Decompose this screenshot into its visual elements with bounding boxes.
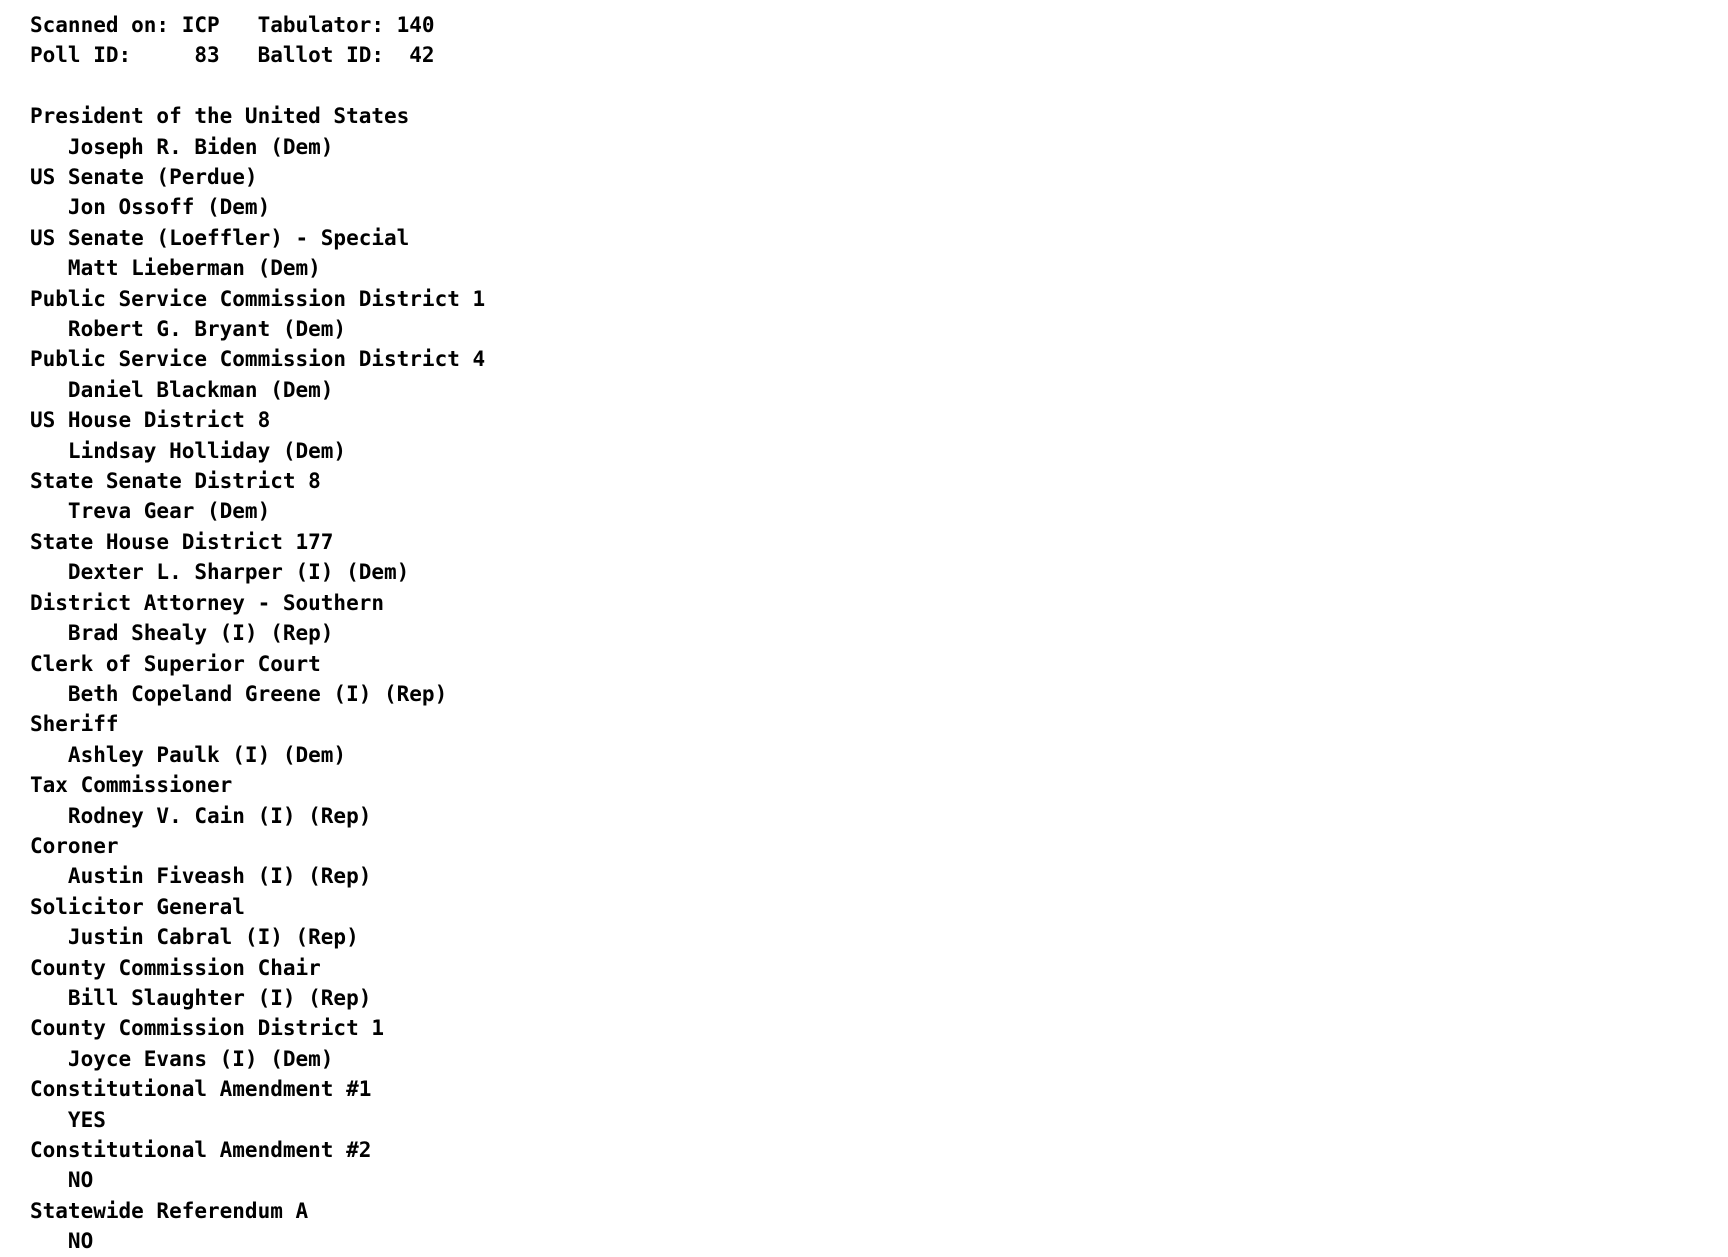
contest-title: District Attorney - Southern (30, 590, 385, 615)
contest-choice: Robert G. Bryant (Dem) (30, 317, 347, 342)
contest-choice: Daniel Blackman (Dem) (30, 377, 334, 402)
scan-header (30, 10, 1728, 71)
contest-title: Solicitor General (30, 894, 245, 919)
contest-title: Sheriff (30, 712, 119, 737)
contest-title: Tax Commissioner (30, 773, 233, 798)
contest-choice: Bill Slaughter (I) (Rep) (30, 985, 372, 1010)
contest-title: Public Service Commission District 4 (30, 347, 486, 372)
contest-choice: Matt Lieberman (Dem) (30, 256, 321, 281)
contest-choice: Beth Copeland Greene (I) (Rep) (30, 681, 448, 706)
contest-list (30, 101, 1728, 1256)
contest-choice: Treva Gear (Dem) (30, 499, 271, 524)
contest-choice: Joyce Evans (I) (Dem) (30, 1046, 334, 1071)
scanned-on-line: Scanned on: ICP Tabulator: 140 (30, 13, 435, 37)
contest-choice: Brad Shealy (I) (Rep) (30, 621, 334, 646)
header-spacer (30, 71, 1728, 101)
contest-choice: Dexter L. Sharper (I) (Dem) (30, 560, 410, 585)
contest-choice: NO (30, 1168, 94, 1193)
contest-choice: Justin Cabral (I) (Rep) (30, 925, 359, 950)
contest-title: Constitutional Amendment #2 (30, 1138, 372, 1163)
contest-title: State House District 177 (30, 529, 334, 554)
contest-choice: Rodney V. Cain (I) (Rep) (30, 803, 372, 828)
contest-title: Public Service Commission District 1 (30, 286, 486, 311)
contest-title: Statewide Referendum A (30, 1198, 309, 1223)
contest-title: Constitutional Amendment #1 (30, 1077, 372, 1102)
contest-title: US Senate (Loeffler) - Special (30, 225, 410, 250)
contest-title: State Senate District 8 (30, 469, 321, 494)
contest-choice: Ashley Paulk (I) (Dem) (30, 742, 347, 767)
contest-title: County Commission District 1 (30, 1016, 385, 1041)
contest-choice: Joseph R. Biden (Dem) (30, 134, 334, 159)
contest-choice: Lindsay Holliday (Dem) (30, 438, 347, 463)
contest-title: US Senate (Perdue) (30, 165, 258, 190)
contest-title: US House District 8 (30, 408, 271, 433)
poll-ballot-id-line: Poll ID: 83 Ballot ID: 42 (30, 43, 435, 68)
contest-choice: Austin Fiveash (I) (Rep) (30, 864, 372, 889)
contest-title: Clerk of Superior Court (30, 651, 321, 676)
contest-choice: Jon Ossoff (Dem) (30, 195, 271, 220)
contest-choice: YES (30, 1107, 106, 1132)
contest-title: County Commission Chair (30, 955, 321, 980)
contest-title: President of the United States (30, 104, 410, 129)
contest-title: Coroner (30, 833, 119, 858)
contest-choice: NO (30, 1229, 94, 1254)
